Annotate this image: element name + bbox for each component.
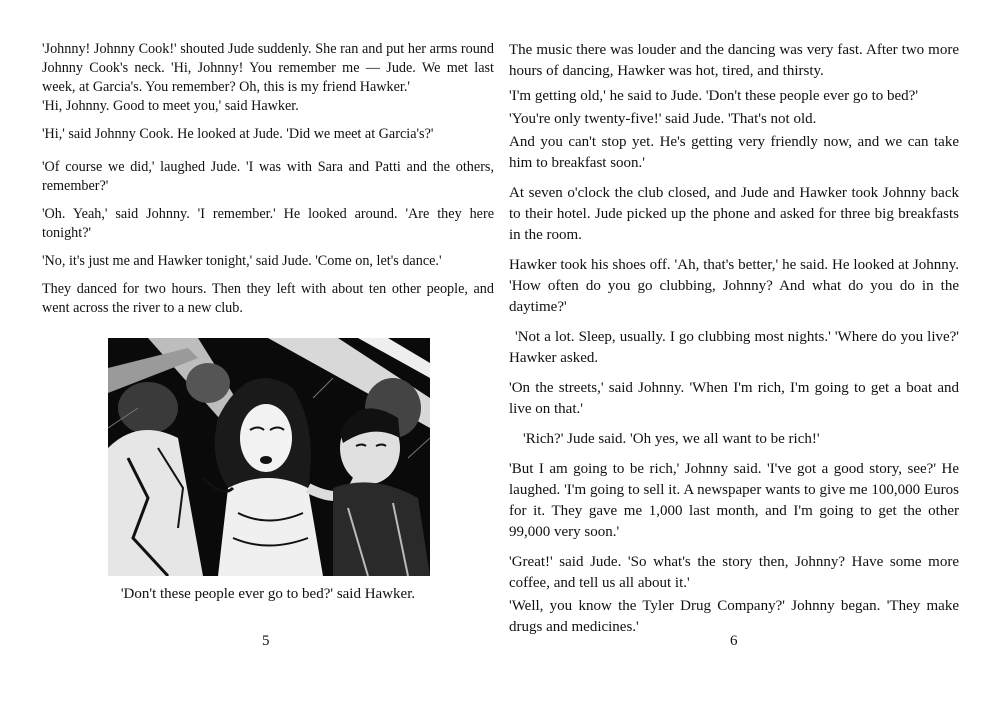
club-dancers-illustration	[108, 338, 430, 576]
left-page	[42, 40, 494, 327]
paragraph: 'You're only twenty-five!' said Jude. 'That's not old.	[509, 111, 817, 127]
paragraph: 'On the streets,' said Johnny. 'When I'm rich, I'm going to get a boat and live on that.'	[509, 380, 959, 417]
paragraph: 'Not a lot. Sleep, usually. I go clubbing most nights.' 'Where do you live?' Hawker asked.	[509, 329, 959, 366]
paragraph: The music there was louder and the dancing was very fast. After two more hours of dancing, Hawker was hot, tired, and thirsty.	[509, 42, 959, 79]
right-page	[509, 40, 959, 647]
paragraph: 'I'm getting old,' he said to Jude. 'Don't these people ever go to bed?'	[509, 88, 919, 104]
page-number-left: 5	[262, 633, 270, 649]
paragraph: 'Rich?' Jude said. 'Oh yes, we all want to be rich!'	[523, 431, 820, 447]
paragraph: And you can't stop yet. He's getting very friendly now, and we can take him to breakfast soon.'	[509, 134, 959, 171]
paragraph: 'Well, you know the Tyler Drug Company?' Johnny began. 'They make drugs and medicines.'	[509, 598, 959, 635]
paragraph: 'Of course we did,' laughed Jude. 'I was with Sara and Patti and the others, remember?'	[42, 159, 494, 194]
paragraph: They danced for two hours. Then they left with about ten other people, and went across the river to a new club.	[42, 281, 494, 316]
page-number-right: 6	[730, 633, 738, 649]
illustration-caption: 'Don't these people ever go to bed?' said Hawker.	[120, 586, 416, 602]
paragraph: 'But I am going to be rich,' Johnny said. 'I've got a good story, see?' He laughed. 'I'm going to sell it. A newspaper wants to give me 100,000 Euros for it. They gave me 1,000 last month, and I'm going to get the other 99,000 very soon.'	[509, 461, 959, 540]
paragraph: 'Oh. Yeah,' said Johnny. 'I remember.' He looked around. 'Are they here tonight?'	[42, 206, 494, 241]
paragraph: Hawker took his shoes off. 'Ah, that's better,' he said. He looked at Johnny. 'How often do you go clubbing, Johnny? And what do you do in the daytime?'	[509, 257, 959, 315]
paragraph: 'Great!' said Jude. 'So what's the story then, Johnny? Have some more coffee, and tell us all about it.'	[509, 554, 959, 591]
paragraph: 'Hi, Johnny. Good to meet you,' said Hawker.	[42, 98, 299, 114]
paragraph: 'No, it's just me and Hawker tonight,' said Jude. 'Come on, let's dance.'	[42, 253, 442, 269]
paragraph: 'Hi,' said Johnny Cook. He looked at Jude. 'Did we meet at Garcia's?'	[42, 126, 434, 142]
paragraph: At seven o'clock the club closed, and Jude and Hawker took Johnny back to their hotel. Jude picked up the phone and asked for three big breakfasts in the room.	[509, 185, 959, 243]
paragraph: 'Johnny! Johnny Cook!' shouted Jude suddenly. She ran and put her arms round Johnny Cook's neck. 'Hi, Johnny! You remember me — Jude. We met last week, at Garcia's. You remember? Oh, this is my friend Hawker.'	[42, 41, 494, 95]
